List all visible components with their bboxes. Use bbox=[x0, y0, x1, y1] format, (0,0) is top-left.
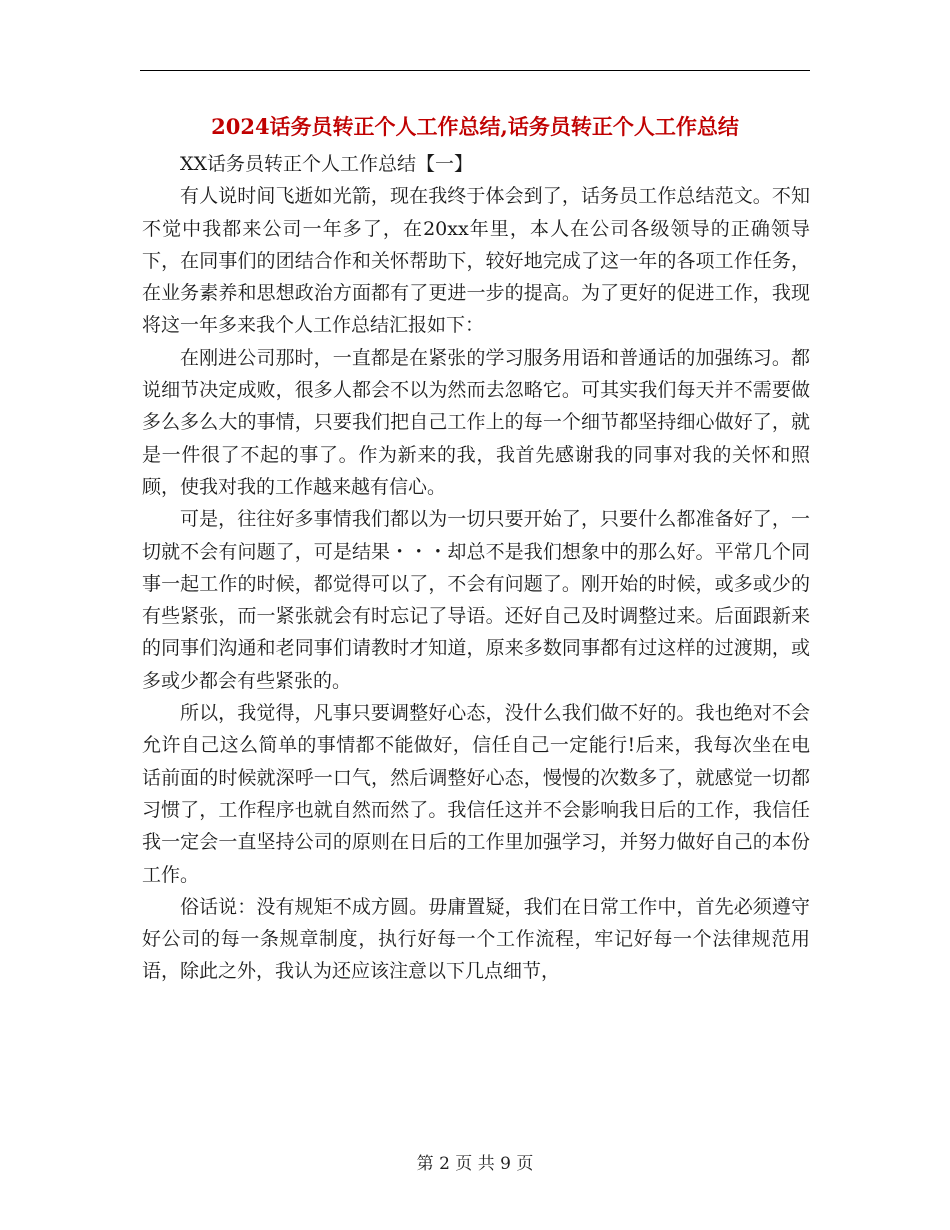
document-title: 2024话务员转正个人工作总结,话务员转正个人工作总结 bbox=[211, 114, 739, 139]
body-paragraph: 可是，往往好多事情我们都以为一切只要开始了，只要什么都准备好了，一切就不会有问题了，可是结果・・・却总不是我们想象中的那么好。平常几个同事一起工作的时候，都觉得可以了，不会有问题了。刚开始的时候，或多或少的有些紧张，而一紧张就会有时忘记了导语。还好自己及时调整过来。后面跟新来的同事们沟通和老同事们请教时才知道，原来多数同事都有过这样的过渡期，或多或少都会有些紧张的。 bbox=[142, 508, 810, 692]
body-paragraph: 在刚进公司那时，一直都是在紧张的学习服务用语和普通话的加强练习。都说细节决定成败，很多人都会不以为然而去忽略它。可其实我们每天并不需要做多么多么大的事情，只要我们把自己工作上的每一个细节都坚持细心做好了，就是一件很了不起的事了。作为新来的我，我首先感谢我的同事对我的关怀和照顾，使我对我的工作越来越有信心。 bbox=[142, 346, 810, 498]
page-number-footer: 第 2 页 共 9 页 bbox=[416, 1154, 534, 1174]
section-heading: XX话务员转正个人工作总结【一】 bbox=[180, 153, 474, 175]
body-paragraph: 俗话说：没有规矩不成方圆。毋庸置疑，我们在日常工作中，首先必须遵守好公司的每一条规章制度，执行好每一个工作流程，牢记好每一个法律规范用语，除此之外，我认为还应该注意以下几点细节， bbox=[142, 895, 810, 983]
document-body bbox=[142, 148, 810, 988]
body-paragraph: 有人说时间飞逝如光箭，现在我终于体会到了，话务员工作总结范文。不知不觉中我都来公司一年多了，在20xx年里，本人在公司各级领导的正确领导下，在同事们的团结合作和关怀帮助下，较好地完成了这一年的各项工作任务，在业务素养和思想政治方面都有了更进一步的提高。为了更好的促进工作，我现将这一年多来我个人工作总结汇报如下： bbox=[142, 185, 810, 337]
body-paragraph: 所以，我觉得，凡事只要调整好心态，没什么我们做不好的。我也绝对不会允许自己这么简单的事情都不能做好，信任自己一定能行!后来，我每次坐在电话前面的时候就深呼一口气，然后调整好心态，慢慢的次数多了，就感觉一切都习惯了，工作程序也就自然而然了。我信任这并不会影响我日后的工作，我信任我一定会一直坚持公司的原则在日后的工作里加强学习，并努力做好自己的本份工作。 bbox=[142, 702, 810, 886]
header-rule bbox=[140, 70, 810, 71]
